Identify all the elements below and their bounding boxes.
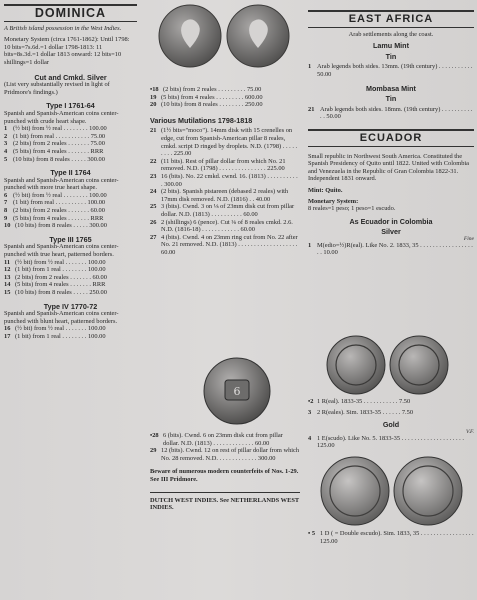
- entry-text: 16 (bits). No. 22 cmkd. cwnd. 16. (1813) . . . . . . . . . . . 300.00: [161, 172, 298, 188]
- ecuador-monetary: Monetary System:: [308, 197, 359, 205]
- type2-list: [4, 192, 137, 230]
- type3-desc: Spanish and Spanish-American coins center-punched with true heart, patterned borders.: [4, 243, 119, 259]
- lamu-item: 1 Arab legends both sides. 13mm. (19th century) . . . . . . . . . . . 50.00: [308, 63, 473, 78]
- entry-number: 10: [4, 222, 11, 230]
- dominica-intro: A British island possession in the West Indies.: [4, 24, 122, 32]
- entry-text: (5 bits) from 4 reales . . . . . . . RRR: [13, 147, 104, 155]
- entry-number: 1: [4, 125, 8, 133]
- entry-number: 23: [150, 172, 157, 180]
- countermarked-coin-photo: [202, 356, 272, 426]
- gold-subheading: Gold: [382, 420, 400, 430]
- ecuador-monetary-line: 8 reales=1 peso; 1 peso=1 escudo.: [308, 205, 396, 213]
- entry-text: 3 (bits). Cwnd. 3 on ⅛ of 23mm disk cut from pillar dollar. N.D. (1813) . . . . . . . . . . 60.00: [161, 203, 295, 218]
- catalog-entry: [4, 156, 137, 164]
- mutilations-title: Various Mutilations 1798-1818: [150, 115, 253, 125]
- entry-text: (½ bit) from ½ real . . . . . . . 100.00: [15, 325, 106, 333]
- dutch-west-indies-note: DUTCH WEST INDIES. See NETHERLANDS WEST INDIES.: [150, 496, 300, 512]
- type1-title: Type I 1761-64: [46, 101, 95, 111]
- entry-text: (2 bits). Spanish pistareen (debased 2 reales) with 17mm disk removed. N.D. (1816) . . 40.00: [161, 188, 289, 203]
- mombasa-item: 21 Arab legends both sides. 18mm. (19th century) . . . . . . . . . . . . 50.00: [308, 105, 473, 121]
- entry-number: 4: [4, 147, 8, 155]
- entry-text: (½ bit) from ½ real . . . . . . . . 100.00: [13, 125, 107, 133]
- catalog-entry: [4, 148, 137, 156]
- entry-text: (10 bits) from 8 reales . . . . . 250.00: [15, 289, 107, 296]
- entry-number: 22: [150, 157, 157, 165]
- items-28-29: [150, 432, 300, 462]
- catalog-entry: [4, 289, 137, 297]
- gold-item-2: • 5 1 D ( = Double escudo). Sim. 1833, 35 . . . . . . . . . . . . . . . . . 125.00: [308, 530, 474, 545]
- entry-text: 2 (shillings) 6 (pence). Cut ⅛ of 8 reales cmkd. 2.6. N.D. (1816-18) . . . . . . . . . . . . 60.00: [161, 218, 293, 234]
- items-18-20: [150, 86, 300, 109]
- entry-text: (1 bit) from 1 real . . . . . . . . 100.00: [15, 332, 106, 340]
- entry-text: (11 bits). Rest of pillar dollar from which No. 21 removed. N.D. (1798) . . . . . . . . . . . . . . . 225.00: [161, 157, 286, 173]
- entry-text: 4 (bits). Cwnd. 4 on 23mm ring cut from No. 22 after No. 21 removed. N.D. (1813) . . . . . . . . . . . . . . . . . . . 60.00: [161, 233, 298, 256]
- mombasa-mint: Mombasa Mint: [366, 83, 416, 93]
- ecuador-heading: ECUADOR: [308, 129, 474, 147]
- catalog-entry: [150, 173, 300, 188]
- east-africa-intro: Arab settlements along the coast.: [348, 30, 434, 38]
- catalog-entry: [150, 127, 300, 157]
- gold-coin-photos: [318, 455, 468, 527]
- catalog-entry: [150, 158, 300, 173]
- lamu-mint: Lamu Mint: [373, 41, 409, 51]
- type1-list: [4, 125, 137, 163]
- ecuador-intro: Small republic in Northwest South America. Constituted the Spanish Presidency of Quito until 1822. United with Colombia and Venezuela in the Republic of Gran Colombia 1822-31. Independent 1831 onward.: [308, 152, 469, 183]
- entry-text: (1 bit) from 1 real . . . . . . . . 100.00: [15, 266, 106, 274]
- entry-text: (10 bits) from 8 reales . . . . . 300.00: [13, 155, 105, 163]
- silver-coin-photos: [324, 334, 454, 396]
- ecuador-mint: Mint: Quito.: [308, 186, 343, 194]
- type2-desc: Spanish and Spanish-American coins center-punched with more true heart shape.: [4, 176, 119, 192]
- entry-number: 12: [4, 266, 11, 274]
- catalog-entry: [4, 274, 137, 282]
- entry-number: 6: [4, 191, 8, 199]
- entry-text: (½ bit) from ½ real . . . . . . . . 100.00: [13, 191, 107, 199]
- entry-number: 27: [150, 233, 157, 241]
- catalog-entry: [4, 125, 137, 133]
- vf-grade-label: V.F.: [465, 428, 474, 435]
- catalog-entry: [4, 259, 137, 267]
- entry-number: 21: [150, 127, 157, 135]
- catalog-entry: [150, 101, 300, 109]
- catalog-entry: [150, 188, 300, 203]
- cut-silver-title: Cut and Cmkd. Silver: [34, 72, 107, 82]
- silver-subheading: Silver: [381, 227, 401, 237]
- type3-title: Type III 1765: [49, 234, 92, 244]
- silver-item-2: •2 1 R(eal). 1833-35 . . . . . . . . . . . 7.50: [308, 398, 411, 405]
- entry-text: (2 bits) from 2 reales . . . . . . . . . 75.00: [163, 86, 262, 93]
- entry-text: (1 bit) from real . . . . . . . . . . . 75.00: [13, 132, 106, 140]
- catalog-entry: [150, 432, 300, 447]
- catalog-entry: [4, 333, 137, 341]
- catalog-entry: [4, 140, 137, 148]
- type4-desc: Spanish and Spanish-American coins center-punched with blunt heart, patterned borders.: [4, 310, 119, 325]
- entry-text: (½ bit) from ½ real . . . . . . . 100.00: [15, 258, 106, 266]
- entry-number: •28: [150, 432, 159, 439]
- type3-list: [4, 259, 137, 297]
- type4-list: [4, 325, 137, 340]
- cut-silver-note: (List very substantially revised in light of Pridmore's findings.): [4, 81, 110, 96]
- counterfeit-warning: Beware of numerous modern counterfeits of Nos. 1-29. See III Pridmore.: [150, 468, 299, 483]
- lamu-tin: Tin: [385, 51, 397, 61]
- catalog-entry: [4, 133, 137, 141]
- dominica-heading: DOMINICA: [4, 4, 137, 22]
- entry-number: 19: [150, 93, 157, 101]
- catalog-entry: [4, 199, 137, 207]
- type4-title: Type IV 1770-72: [43, 301, 98, 311]
- entry-number: 7: [4, 199, 8, 207]
- fine-grade-label: Fine: [463, 235, 474, 242]
- catalog-entry: [150, 219, 300, 234]
- catalog-entry: [4, 281, 137, 289]
- svg-text:6: 6: [233, 385, 241, 398]
- east-africa-heading: EAST AFRICA: [308, 10, 474, 28]
- catalog-entry: [4, 215, 137, 223]
- cut-coin-photos: [156, 2, 296, 74]
- entry-text: (10 bits) from 8 reales . . . . . 300.00: [15, 222, 107, 230]
- entry-text: (2 bits) from 2 reales . . . . . . . 60.00: [15, 273, 107, 281]
- entry-number: 2: [4, 132, 8, 140]
- entry-number: 9: [4, 214, 8, 222]
- entry-number: 3: [4, 140, 8, 148]
- entry-number: 13: [4, 273, 11, 281]
- entry-number: •18: [150, 86, 159, 93]
- entry-text: (5 bits) from 4 reales . . . . . . . . . 600.00: [161, 93, 263, 101]
- entry-text: (1 bit) from real . . . . . . . . . . 100.00: [13, 199, 106, 207]
- catalog-entry: [4, 325, 137, 333]
- silver-item-3: 3 2 R(eales). Sim. 1833-35 . . . . . . 7.50: [308, 408, 414, 416]
- catalog-entry: [150, 203, 300, 218]
- mutilations-column: [150, 0, 300, 600]
- catalog-entry: [150, 447, 300, 462]
- dominica-column: [4, 0, 137, 600]
- entry-number: 17: [4, 332, 11, 340]
- silver-item-1: 1 M(edio=½)R(eal). Like No. 2. 1833, 35 . . . . . . . . . . . . . . . . . . . 10.00: [308, 241, 473, 257]
- entry-text: (2 bits) from 2 reales . . . . . . . 75.00: [13, 140, 105, 148]
- entry-text: (10 bits) from 8 reales . . . . . . . . 250.00: [161, 101, 263, 109]
- entry-text: 6 (bits). Cwnd. 6 on 23mm disk cut from pillar dollar. N.D. (1813) . . . . . . . . . . . . . 60.00: [163, 432, 283, 447]
- entry-number: 16: [4, 325, 11, 333]
- catalog-entry: [150, 234, 300, 257]
- entry-number: 29: [150, 447, 157, 455]
- gold-item-1: 4 1 E(scudo). Like No. 5. 1833-35 . . . . . . . . . . . . . . . . . . . . 125.00: [308, 434, 464, 450]
- entry-text: (5 bits) from 4 reales . . . . . . . RRR: [13, 214, 104, 222]
- entry-text: (2 bits) from 2 reales . . . . . . . 60.00: [13, 207, 105, 215]
- entry-number: 25: [150, 203, 157, 211]
- catalog-entry: [4, 266, 137, 274]
- type1-desc: Spanish and Spanish-American coins center-punched with crude heart shape.: [4, 109, 119, 125]
- entry-number: 15: [4, 289, 11, 296]
- entry-number: 26: [150, 218, 157, 226]
- catalog-entry: [150, 94, 300, 102]
- entry-text: (5 bits) from 4 reales . . . . . . . RRR: [15, 281, 106, 289]
- entry-number: 11: [4, 258, 11, 266]
- catalog-entry: [4, 222, 137, 230]
- items-21-27: [150, 127, 300, 256]
- as-ecuador-in-colombia: As Ecuador in Colombia: [349, 216, 433, 226]
- mombasa-tin: Tin: [385, 94, 397, 104]
- entry-number: 14: [4, 281, 11, 289]
- east-africa-ecuador-column: [308, 0, 474, 600]
- entry-number: 20: [150, 101, 157, 109]
- catalog-entry: [4, 192, 137, 200]
- entry-text: 12 (bits). Cwnd. 12 on rest of pillar dollar from which No. 28 removed. N.D. . . . . . . . . . . . . 300.00: [161, 447, 300, 462]
- entry-number: 8: [4, 207, 8, 215]
- catalog-entry: [4, 207, 137, 215]
- entry-number: 5: [4, 155, 8, 163]
- catalog-entry: [150, 86, 300, 94]
- entry-text: (1½ bits="moco"). 14mm disk with 15 crenelles on edge, cut from Spanish-American pillar 8 reales, cmkd. script D ringed by droplets. N.D. (1798) . . . . . . . . . 225.00: [161, 127, 298, 158]
- type2-title: Type II 1764: [50, 168, 91, 178]
- dominica-monetary: Monetary System (circa 1761-1862): Until 1798: 10 bits=7s.6d.=1 dollar 1798-1813: 11 bits=8s.3d.=1 dollar 1813 onward: 12 bits=10 shillings=1 dollar: [4, 36, 130, 66]
- entry-number: 24: [150, 188, 157, 196]
